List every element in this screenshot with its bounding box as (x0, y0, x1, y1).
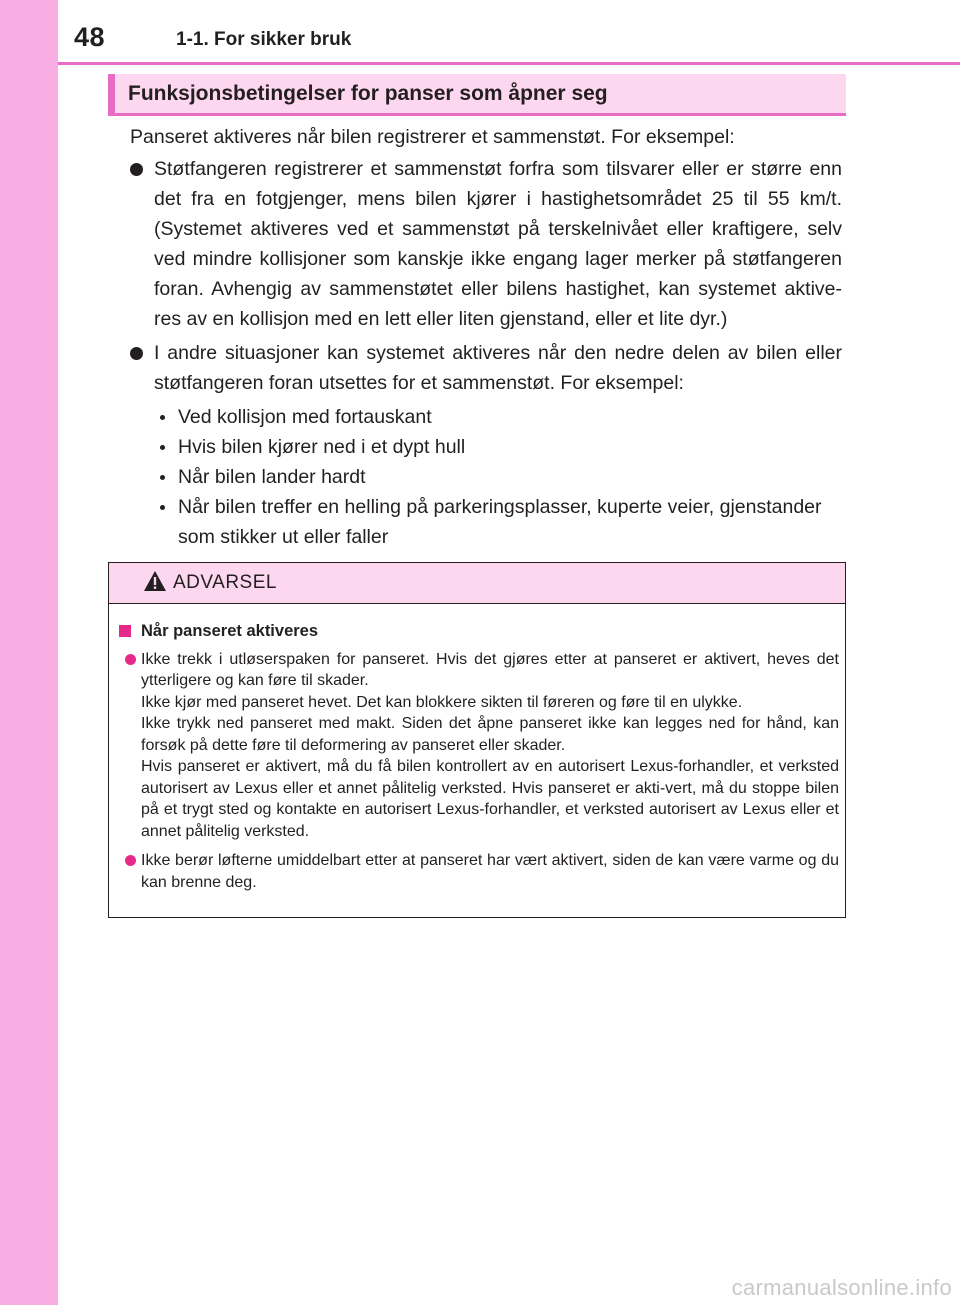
sub-item-text: Hvis bilen kjører ned i et dypt hull (178, 436, 466, 458)
warning-paragraph: Hvis panseret er aktivert, må du få bilen kontrollert av en autorisert Lexus-forhandler, et verksted autorisert av Lexus eller et annet pålitelig verksted. Hvis panseret er akti-vert, må du stoppe bilen på et trygt sted og kontakte en autorisert Lexus-forhandler, et verksted autorisert av Lexus eller et annet pålitelig verksted. (141, 758, 839, 840)
warning-header (109, 563, 845, 604)
bullet-text: Støtfangeren registrerer et sammenstøt forfra som tilsvarer eller er større enn det fra en fotgjenger, mens bilen kjører i hastighetsområdet 25 til 55 km/t. (Systemet aktiveres ved et sammenstøt på terskelnivået eller kraftigere, selv ved mindre kollisjoner som kanskje ikke engang lager merker på støtfangeren foran. Avhengig av sammenstøtet eller bilens hastighet, kan systemet aktive-res av en kollisjon med en lett eller liten gjenstand, eller et lite dyr.) (154, 158, 842, 330)
intro-text: Panseret aktiveres når bilen registrerer et sammenstøt. For eksempel: (130, 126, 735, 148)
sub-list-item (130, 402, 842, 432)
warning-triangle-icon (143, 570, 167, 592)
warning-paragraph: Ikke trykk ned panseret med makt. Siden det åpne panseret ikke kan legges ned for hånd, kan forsøk på dette føre til deformering av panseret eller skader. (141, 715, 839, 754)
warning-paragraph: Ikke berør løfterne umiddelbart etter at panseret har vært aktivert, siden de kan være varme og du kan brenne deg. (141, 852, 839, 891)
chapter-label: 1-1. For sikker bruk (176, 29, 352, 50)
warning-subtitle-text: Når panseret aktiveres (141, 622, 319, 640)
list-item (130, 338, 842, 398)
warning-title: ADVARSEL (173, 572, 277, 593)
small-bullet-icon (160, 505, 165, 510)
small-bullet-icon (160, 415, 165, 420)
warning-body (119, 621, 839, 901)
sub-list-item (130, 492, 842, 552)
warning-paragraph: Ikke kjør med panseret hevet. Det kan blokkere sikten til føreren og føre til en ulykke. (141, 693, 743, 711)
sub-list-item (130, 462, 842, 492)
warning-item (119, 850, 839, 893)
header-rule (58, 62, 960, 65)
page-number: 48 (74, 22, 106, 52)
warning-box (108, 562, 846, 918)
section-heading (108, 74, 846, 116)
section-body (130, 122, 842, 552)
bullet-dot-icon (130, 163, 143, 176)
watermark: carmanualsonline.info (731, 1275, 952, 1300)
pink-bullet-icon (125, 855, 136, 866)
sub-item-text: Ved kollisjon med fortauskant (178, 406, 432, 428)
warning-item (119, 649, 839, 843)
warning-subtitle (119, 621, 839, 643)
pink-bullet-icon (125, 654, 136, 665)
small-bullet-icon (160, 475, 165, 480)
bullet-dot-icon (130, 347, 143, 360)
sub-item-text: Når bilen treffer en helling på parkeringsplasser, kuperte veier, gjenstander som stikker ut eller faller (178, 496, 822, 548)
sub-list-item (130, 432, 842, 462)
bullet-text: I andre situasjoner kan systemet aktiveres når den nedre delen av bilen eller støtfangeren foran utsettes for et sammenstøt. For eksempel: (154, 342, 842, 394)
small-bullet-icon (160, 445, 165, 450)
sub-item-text: Når bilen lander hardt (178, 466, 366, 488)
heading-accent-bar (108, 74, 115, 113)
side-color-strip (0, 0, 58, 1305)
warning-paragraph: Ikke trekk i utløserspaken for panseret. Hvis det gjøres etter at panseret er aktivert, heves det ytterligere og kan føre til skader. (141, 650, 839, 689)
list-item (130, 154, 842, 334)
section-title: Funksjonsbetingelser for panser som åpner seg (128, 82, 608, 105)
square-bullet-icon (119, 625, 131, 637)
